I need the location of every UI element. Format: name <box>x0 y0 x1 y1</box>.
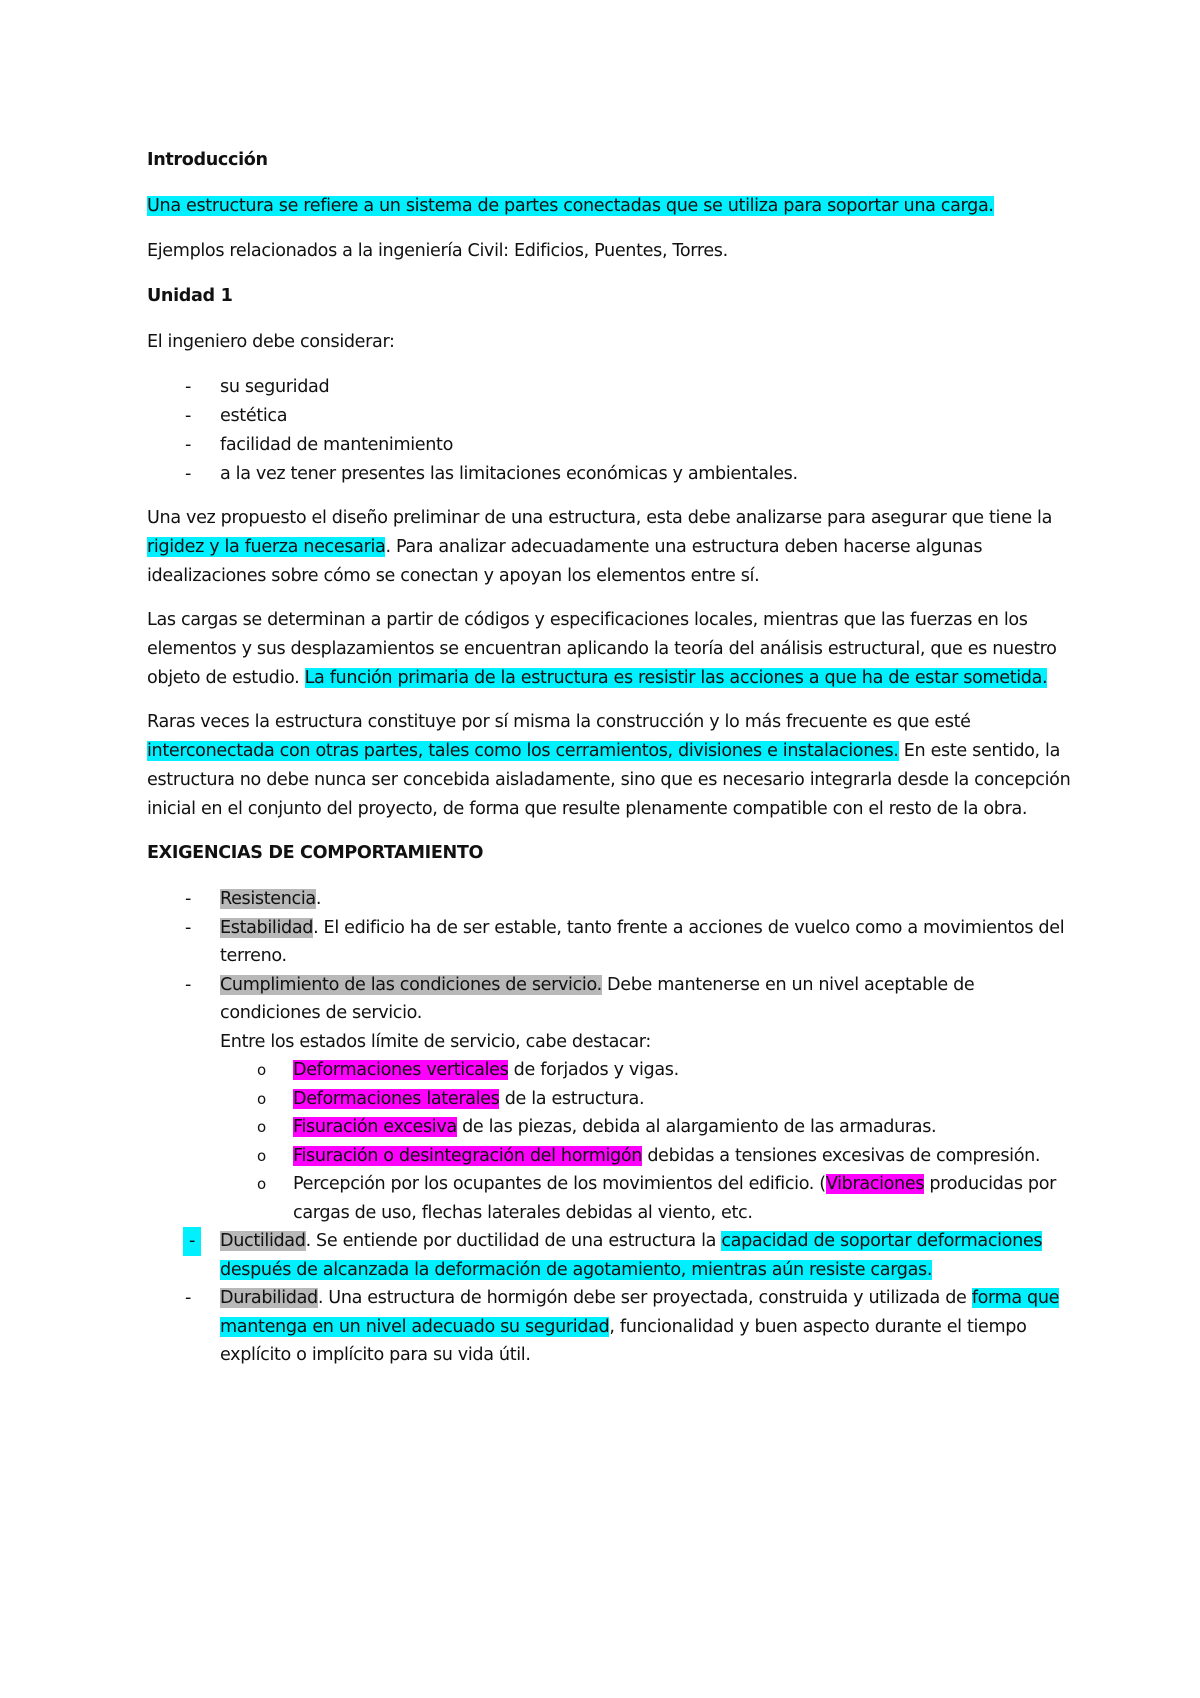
unit-lead: El ingeniero debe considerar: <box>147 332 395 352</box>
document-body <box>147 146 1077 1385</box>
bullet-o: o <box>257 1089 266 1108</box>
sub-list-item: o Deformaciones verticales de forjados y vigas. <box>147 1056 1077 1085</box>
bullet-dash: - <box>185 377 191 397</box>
highlight-cyan: interconectada con otras partes, tales como los cerramientos, divisiones e instalaciones. <box>147 741 899 761</box>
highlight-magenta: Deformaciones laterales <box>293 1088 500 1109</box>
sub-list-item: o Fisuración o desintegración del hormigón debidas a tensiones excesivas de compresión. <box>147 1142 1077 1171</box>
list-item: - a la vez tener presentes las limitaciones económicas y ambientales. <box>147 460 1077 489</box>
highlight-cyan: Una estructura se refiere a un sistema de partes conectadas que se utiliza para soportar una carga. <box>147 196 994 216</box>
paragraph-loads: Las cargas se determinan a partir de códigos y especificaciones locales, mientras que las fuerzas en los elementos y sus desplazamientos se encuentran aplicando la teoría del análisis estructural, que es nuestro objeto de estudio. La función primaria de la estructura es resistir las acciones a que ha de estar sometida. <box>147 610 1057 688</box>
paragraph-integration: Raras veces la estructura constituye por sí misma la construcción y lo más frecuente es que esté interconectada con otras partes, tales como los cerramientos, divisiones e instalaciones. En este sentido, la estructura no debe nunca ser concebida aisladamente, sino que es necesario integrarla desde la concepción inicial en el conjunto del proyecto, de forma que resulte plenamente compatible con el resto de la obra. <box>147 712 1071 819</box>
highlight-gray: Durabilidad <box>220 1288 318 1308</box>
highlight-magenta: Fisuración o desintegración del hormigón <box>293 1145 643 1166</box>
bullet-dash: - <box>183 1227 201 1256</box>
list-item: - Resistencia. <box>147 885 1077 914</box>
intro-examples: Ejemplos relacionados a la ingeniería Civil: Edificios, Puentes, Torres. <box>147 241 728 261</box>
list-item: - Durabilidad. Una estructura de hormigón debe ser proyectada, construida y utilizada de forma que mantenga en un nivel adecuado su seguridad, funcionalidad y buen aspecto durante el tiempo explícito o implícito para su vida útil. <box>147 1284 1077 1370</box>
highlight-cyan: rigidez y la fuerza necesaria <box>147 537 386 557</box>
highlight-magenta: Deformaciones verticales <box>293 1060 509 1080</box>
list-item: - Ductilidad. Se entiende por ductilidad de una estructura la capacidad de soportar deformaciones después de alcanzada la deformación de agotamiento, mientras aún resiste cargas. <box>147 1227 1077 1284</box>
highlight-cyan: La función primaria de la estructura es resistir las acciones a que ha de estar sometida. <box>304 668 1048 688</box>
sub-list-item: o Deformaciones laterales de la estructura. <box>147 1085 1077 1114</box>
bullet-o: o <box>257 1118 266 1136</box>
list-item: - facilidad de mantenimiento <box>147 431 1077 460</box>
service-limits-list <box>220 1056 1077 1227</box>
requirements-list <box>147 885 1077 1370</box>
sub-list-item: o Percepción por los ocupantes de los movimientos del edificio. (Vibraciones producidas por cargas de uso, flechas laterales debidas al viento, etc. <box>147 1170 1077 1227</box>
highlight-gray: Cumplimiento de las condiciones de servicio. <box>220 974 602 995</box>
bullet-dash: - <box>185 917 191 938</box>
bullet-dash: - <box>185 406 191 426</box>
bullet-o: o <box>257 1146 266 1165</box>
bullet-dash: - <box>185 974 191 995</box>
list-item: - Cumplimiento de las condiciones de servicio. Debe mantenerse en un nivel aceptable de condiciones de servicio. Entre los estados límite de servicio, cabe destacar: o Deformaciones verticales de forjados y vigas. o Deformaciones laterales de la estructura. o Fisuración excesiva de las piezas, debida al alargamiento de las armaduras. o Fisuración o desintegración del hormigón debidas a tensiones excesivas de compresión. o Percepción por los ocupantes de los movimientos del edificio. (Vibraciones producidas por cargas de uso, flechas laterales debidas al viento, etc. <box>147 971 1077 1228</box>
bullet-o: o <box>257 1061 266 1079</box>
highlight-magenta: Fisuración excesiva <box>293 1117 457 1137</box>
highlight-cyan: capacidad de soportar deformaciones después de alcanzada la deformación de agotamiento, mientras aún resiste cargas. <box>220 1231 1043 1280</box>
list-item: - su seguridad <box>147 373 1077 402</box>
intro-definition <box>147 192 1077 221</box>
paragraph-design: Una vez propuesto el diseño preliminar de una estructura, esta debe analizarse para asegurar que tiene la rigidez y la fuerza necesaria. Para analizar adecuadamente una estructura deben hacerse algunas idealizaciones sobre cómo se conectan y apoyan los elementos entre sí. <box>147 508 1053 586</box>
highlight-gray: Resistencia <box>220 889 316 909</box>
highlight-cyan: forma que mantenga en un nivel adecuado su seguridad <box>220 1288 1060 1337</box>
highlight-gray: Estabilidad <box>220 917 314 938</box>
highlight-magenta: Vibraciones <box>825 1174 925 1194</box>
requirements-heading: EXIGENCIAS DE COMPORTAMIENTO <box>147 843 484 863</box>
list-item: - Estabilidad. El edificio ha de ser estable, tanto frente a acciones de vuelco como a movimientos del terreno. <box>147 914 1077 971</box>
highlight-gray: Ductilidad <box>220 1231 306 1251</box>
bullet-dash: - <box>185 1288 191 1308</box>
bullet-dash: - <box>185 435 191 455</box>
service-limits-intro: Entre los estados límite de servicio, cabe destacar: <box>220 1031 651 1052</box>
bullet-dash: - <box>185 464 191 484</box>
considerations-list <box>147 373 1077 489</box>
bullet-o: o <box>257 1175 266 1193</box>
intro-heading: Introducción <box>147 150 268 170</box>
unit-heading: Unidad 1 <box>147 286 233 306</box>
list-item: - estética <box>147 402 1077 431</box>
bullet-dash: - <box>185 889 191 909</box>
sub-list-item: o Fisuración excesiva de las piezas, debida al alargamiento de las armaduras. <box>147 1113 1077 1142</box>
